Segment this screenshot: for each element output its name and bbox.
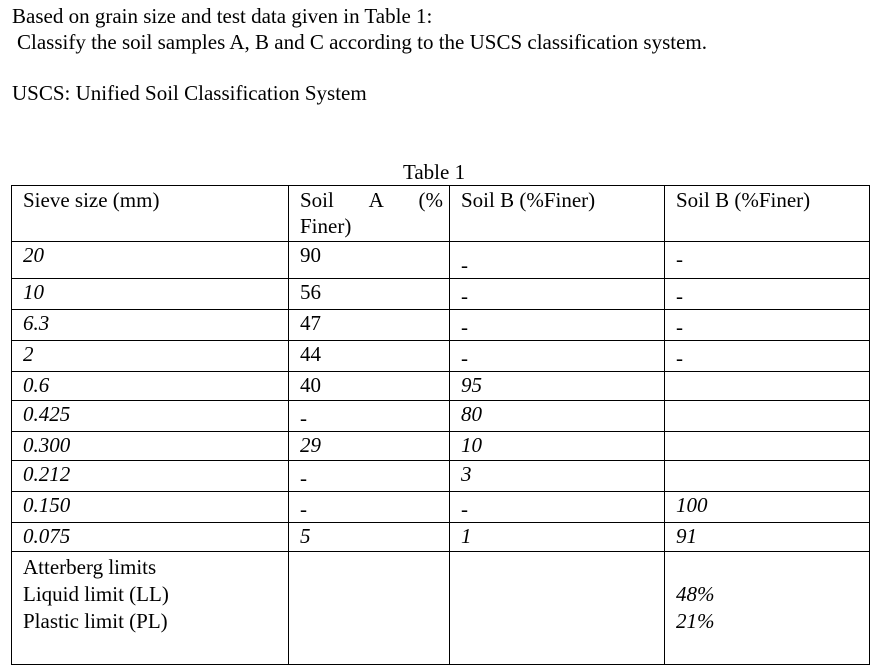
soil-b-cell — [450, 279, 665, 310]
table-row — [12, 461, 870, 492]
soil-c-cell — [665, 242, 870, 279]
sieve-cell: 2 — [12, 341, 289, 372]
liquid-limit-label: Liquid limit (LL) — [23, 582, 169, 606]
sieve-cell: 20 — [12, 242, 289, 279]
sieve-cell: 0.075 — [12, 523, 289, 552]
soil-c-value: - — [676, 315, 683, 339]
uscs-definition: USCS: Unified Soil Classification System — [12, 81, 367, 105]
soil-a-cell — [289, 401, 450, 432]
soil-b-value: - — [461, 497, 468, 521]
soil-a-cell: 44 — [289, 341, 450, 372]
sieve-cell: 10 — [12, 279, 289, 310]
table-row — [12, 310, 870, 341]
header-soil-a-part3: (% — [418, 188, 443, 212]
soil-b-cell: 95 — [450, 372, 665, 401]
table-row — [12, 401, 870, 432]
soil-c-cell — [665, 432, 870, 461]
soil-b-cell: 10 — [450, 432, 665, 461]
soil-c-cell — [665, 461, 870, 492]
soil-a-cell — [289, 461, 450, 492]
soil-b-cell: 1 — [450, 523, 665, 552]
plastic-limit-label: Plastic limit (PL) — [23, 609, 168, 633]
table-row — [12, 432, 870, 461]
sieve-cell: 0.6 — [12, 372, 289, 401]
table-row — [12, 242, 870, 279]
soil-a-value: - — [300, 406, 307, 430]
soil-c-value: - — [676, 284, 683, 308]
atterberg-soil-a-cell — [289, 552, 450, 665]
sieve-analysis-table — [11, 185, 870, 665]
soil-c-cell — [665, 372, 870, 401]
header-soil-c: Soil B (%Finer) — [665, 186, 870, 242]
soil-b-cell: 3 — [450, 461, 665, 492]
sieve-cell: 0.425 — [12, 401, 289, 432]
soil-b-value: - — [461, 284, 468, 308]
soil-c-value: - — [676, 346, 683, 370]
sieve-cell: 6.3 — [12, 310, 289, 341]
soil-b-cell: 80 — [450, 401, 665, 432]
soil-c-cell — [665, 310, 870, 341]
soil-a-cell: 47 — [289, 310, 450, 341]
header-soil-b: Soil B (%Finer) — [450, 186, 665, 242]
soil-b-cell — [450, 242, 665, 279]
soil-b-value: - — [461, 346, 468, 370]
soil-a-cell: 29 — [289, 432, 450, 461]
soil-a-cell: 56 — [289, 279, 450, 310]
table-row — [12, 492, 870, 523]
soil-b-cell — [450, 310, 665, 341]
atterberg-row — [12, 552, 870, 665]
soil-c-cell — [665, 401, 870, 432]
header-soil-a-part2: A — [368, 188, 384, 212]
table-row — [12, 523, 870, 552]
soil-a-cell: 5 — [289, 523, 450, 552]
soil-c-cell: 100 — [665, 492, 870, 523]
atterberg-labels-cell — [12, 552, 289, 665]
atterberg-title: Atterberg limits — [23, 555, 157, 579]
soil-b-value: - — [461, 253, 468, 277]
sieve-cell: 0.212 — [12, 461, 289, 492]
sieve-cell: 0.150 — [12, 492, 289, 523]
table-row — [12, 341, 870, 372]
question-line-2: Classify the soil samples A, B and C according to the USCS classification system. — [17, 30, 708, 54]
soil-a-cell: 90 — [289, 242, 450, 279]
header-soil-a — [289, 186, 450, 242]
header-soil-a-part1: Soil — [300, 188, 334, 212]
soil-b-value: - — [461, 315, 468, 339]
soil-a-value: - — [300, 497, 307, 521]
soil-a-value: - — [300, 466, 307, 490]
atterberg-soil-b-cell — [450, 552, 665, 665]
soil-c-cell: 91 — [665, 523, 870, 552]
table-header-row — [12, 186, 870, 242]
soil-a-cell — [289, 492, 450, 523]
header-soil-a-part4: Finer) — [300, 214, 352, 238]
liquid-limit-value: 48% — [676, 582, 715, 606]
sieve-cell: 0.300 — [12, 432, 289, 461]
soil-b-cell — [450, 492, 665, 523]
soil-a-cell: 40 — [289, 372, 450, 401]
soil-b-cell — [450, 341, 665, 372]
table-caption: Table 1 — [403, 160, 466, 184]
table-row — [12, 372, 870, 401]
atterberg-soil-c-cell — [665, 552, 870, 665]
soil-c-cell — [665, 279, 870, 310]
table-row — [12, 279, 870, 310]
header-sieve-size: Sieve size (mm) — [12, 186, 289, 242]
question-line-1: Based on grain size and test data given in Table 1: — [12, 4, 433, 28]
soil-c-value: - — [676, 247, 683, 271]
plastic-limit-value: 21% — [676, 609, 715, 633]
soil-c-cell — [665, 341, 870, 372]
